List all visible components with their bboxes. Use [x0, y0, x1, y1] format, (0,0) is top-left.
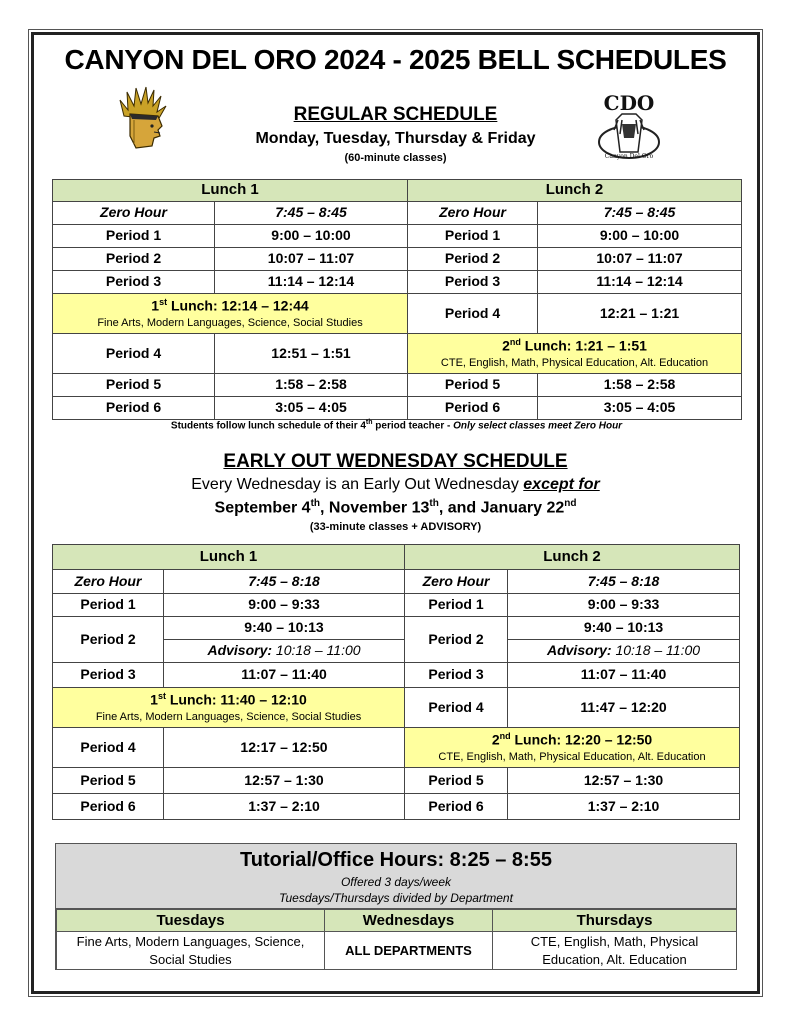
- early-out-line2: September 4th, November 13th, and January 22nd: [214, 498, 577, 517]
- table-cell: Period 3: [53, 271, 215, 294]
- table-cell: Period 3: [53, 663, 164, 688]
- table-cell: Period 2: [405, 617, 508, 663]
- cdo-logo-caption: Canyon Del Oro: [604, 153, 654, 160]
- table-cell: Period 1: [53, 225, 215, 248]
- regular-schedule-heading: [36, 104, 755, 164]
- table-cell: 10:07 – 11:07: [538, 248, 742, 271]
- tutorial-line1: Offered 3 days/week: [340, 875, 452, 889]
- table-cell: 7:45 – 8:45: [215, 202, 408, 225]
- table-cell: 9:00 – 9:33: [164, 594, 405, 617]
- regular-lunch2-header: Lunch 2: [408, 180, 742, 202]
- tutorial-line2: Tuesdays/Thursdays divided by Department: [279, 891, 513, 905]
- early-out-line1: Every Wednesday is an Early Out Wednesday except for: [191, 476, 600, 493]
- table-cell: Period 2: [408, 248, 538, 271]
- table-cell: Period 3: [408, 271, 538, 294]
- table-cell: Period 5: [53, 374, 215, 397]
- table-cell: Period 1: [405, 594, 508, 617]
- table-cell: 9:00 – 9:33: [508, 594, 740, 617]
- table-cell: 11:47 – 12:20: [508, 688, 740, 728]
- table-cell: 10:07 – 11:07: [215, 248, 408, 271]
- tutorial-col-thursdays: Thursdays: [493, 910, 737, 932]
- cdo-logo-text: CDO: [603, 91, 655, 115]
- table-cell: 11:07 – 11:40: [164, 663, 405, 688]
- table-cell: Period 4: [53, 728, 164, 768]
- regular-schedule-title: REGULAR SCHEDULE: [293, 104, 498, 125]
- tutorial-col-tuesdays: Tuesdays: [57, 910, 325, 932]
- table-cell: Period 4: [405, 688, 508, 728]
- regular-schedule-days: Monday, Tuesday, Thursday & Friday: [255, 130, 536, 147]
- table-cell: Period 2: [53, 248, 215, 271]
- table-cell: Period 6: [408, 397, 538, 420]
- table-cell: 12:21 – 1:21: [538, 294, 742, 334]
- table-cell: 7:45 – 8:18: [164, 570, 405, 594]
- table-cell: Zero Hour: [53, 202, 215, 225]
- table-cell: Period 5: [53, 768, 164, 794]
- table-cell: 7:45 – 8:45: [538, 202, 742, 225]
- early-lunch2-header: Lunch 2: [405, 545, 740, 570]
- table-cell: 11:07 – 11:40: [508, 663, 740, 688]
- tutorial-table: [56, 909, 737, 970]
- table-cell: Period 5: [408, 374, 538, 397]
- table-cell: 9:00 – 10:00: [538, 225, 742, 248]
- table-cell: 12:57 – 1:30: [164, 768, 405, 794]
- table-cell: Zero Hour: [53, 570, 164, 594]
- table-cell: 12:57 – 1:30: [508, 768, 740, 794]
- regular-lunch1-header: Lunch 1: [53, 180, 408, 202]
- early-out-heading: [36, 451, 755, 533]
- table-cell: 1:37 – 2:10: [164, 794, 405, 820]
- table-cell: 9:00 – 10:00: [215, 225, 408, 248]
- table-cell: Period 6: [53, 397, 215, 420]
- regular-schedule-note: (60-minute classes): [344, 152, 447, 164]
- table-cell: Period 4: [408, 294, 538, 334]
- table-cell: Period 3: [405, 663, 508, 688]
- regular-footnote: Students follow lunch schedule of their 4th period teacher - Only select classes meet Zero Hour: [170, 419, 623, 432]
- early-out-title: EARLY OUT WEDNESDAY SCHEDULE: [223, 451, 568, 472]
- table-cell: Zero Hour: [405, 570, 508, 594]
- tutorial-header: [56, 844, 736, 909]
- tutorial-thursdays-depts: CTE, English, Math, Physical Education, Alt. Education: [493, 932, 737, 970]
- regular-second-lunch: 2nd Lunch: 1:21 – 1:51 CTE, English, Math, Physical Education, Alt. Education: [408, 334, 742, 374]
- table-cell: 1:58 – 2:58: [215, 374, 408, 397]
- advisory-cell: Advisory: 10:18 – 11:00: [508, 640, 740, 663]
- table-cell: Period 2: [53, 617, 164, 663]
- table-cell: 3:05 – 4:05: [215, 397, 408, 420]
- table-cell: Period 5: [405, 768, 508, 794]
- table-cell: 11:14 – 12:14: [215, 271, 408, 294]
- table-cell: 1:58 – 2:58: [538, 374, 742, 397]
- early-out-table: [52, 544, 740, 820]
- table-cell: 1:37 – 2:10: [508, 794, 740, 820]
- regular-first-lunch: 1st Lunch: 12:14 – 12:44 Fine Arts, Modern Languages, Science, Social Studies: [53, 294, 408, 334]
- table-cell: 12:17 – 12:50: [164, 728, 405, 768]
- table-cell: Period 6: [53, 794, 164, 820]
- table-cell: Period 1: [408, 225, 538, 248]
- regular-schedule-table: [52, 179, 742, 420]
- table-cell: Period 1: [53, 594, 164, 617]
- tutorial-box: [55, 843, 737, 970]
- table-cell: 3:05 – 4:05: [538, 397, 742, 420]
- tutorial-wednesdays-depts: ALL DEPARTMENTS: [325, 932, 493, 970]
- table-cell: Zero Hour: [408, 202, 538, 225]
- page-title: CANYON DEL ORO 2024 - 2025 BELL SCHEDULES: [64, 44, 727, 75]
- table-cell: 11:14 – 12:14: [538, 271, 742, 294]
- tutorial-tuesdays-depts: Fine Arts, Modern Languages, Science, Social Studies: [57, 932, 325, 970]
- tutorial-title: Tutorial/Office Hours: 8:25 – 8:55: [240, 849, 552, 871]
- table-cell: 7:45 – 8:18: [508, 570, 740, 594]
- early-second-lunch: 2nd Lunch: 12:20 – 12:50 CTE, English, Math, Physical Education, Alt. Education: [405, 728, 740, 768]
- early-lunch1-header: Lunch 1: [53, 545, 405, 570]
- table-cell: 9:40 – 10:13: [508, 617, 740, 640]
- table-cell: Period 6: [405, 794, 508, 820]
- table-cell: 9:40 – 10:13: [164, 617, 405, 640]
- early-out-note: (33-minute classes + ADVISORY): [309, 521, 482, 534]
- advisory-cell: Advisory: 10:18 – 11:00: [164, 640, 405, 663]
- table-cell: 12:51 – 1:51: [215, 334, 408, 374]
- table-cell: Period 4: [53, 334, 215, 374]
- tutorial-col-wednesdays: Wednesdays: [325, 910, 493, 932]
- early-first-lunch: 1st Lunch: 11:40 – 12:10 Fine Arts, Modern Languages, Science, Social Studies: [53, 688, 405, 728]
